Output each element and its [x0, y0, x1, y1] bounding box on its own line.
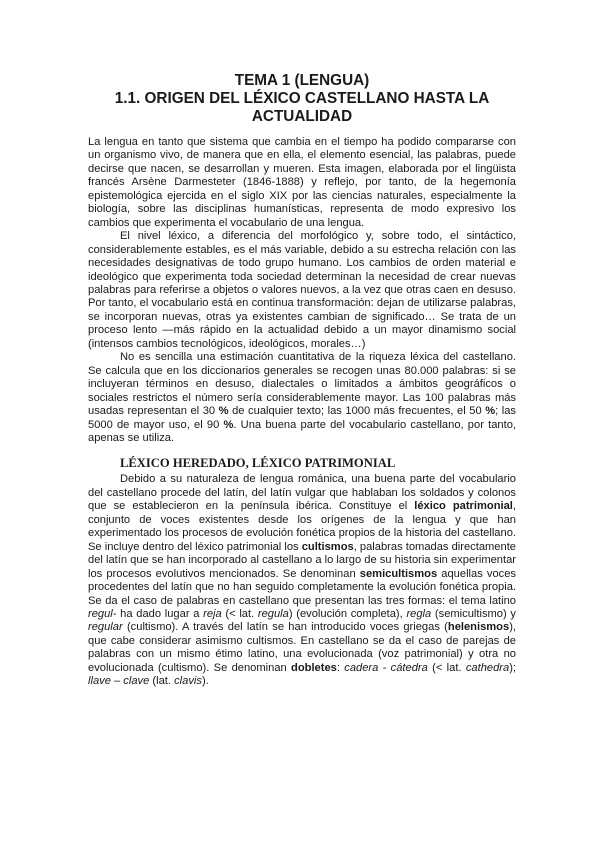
example-clavis: clavis [174, 675, 202, 688]
example-llave-clave: llave – clave [88, 675, 150, 688]
term-dobletes: dobletes [291, 661, 337, 674]
percent-sign: % [485, 405, 496, 418]
paragraph-quantitative [88, 351, 516, 445]
tema-heading: TEMA 1 (LENGUA) [234, 72, 370, 89]
page-title-line-1: 1.1. ORIGEN DEL LÉXICO CASTELLANO HASTA LA [114, 90, 490, 107]
text-run: No es sencilla una estimación cuantitativa de la riqueza léxica del castellano. Se calcula que en los diccionarios generales se recogen unas 80.000 palabras: si se incluyeran términos en desuso, dialectales o limitados a ámbitos geográficos o sociales restrictos el número sería considerablemente mayor. Las 100 palabras más usadas representan el 30 [88, 351, 516, 418]
example-regula: regula [257, 607, 289, 620]
text-run: (cultismo). A través del latín se han introducido voces griegas ( [122, 621, 448, 634]
text-run: , palabras tomadas directamente del latín que se han incorporado al castellano a lo largo de su historia sin experimentar los procesos evolutivos mencionados. Se denominan [88, 540, 516, 580]
text-run: ) (evolución completa), [288, 607, 407, 620]
term-semicultismos: semicultismos [359, 567, 438, 580]
term-lexico-patrimonial: léxico patrimonial [414, 500, 513, 513]
example-cadera-catedra: cadera - cátedra [344, 661, 428, 674]
text-run: Debido a su naturaleza de lengua románica, una buena parte del vocabulario del castellano procede del latín, del latín vulgar que hablaban los soldados y colonos que se establecieron en la península ibérica. Constituye el [88, 473, 516, 513]
text-run: , conjunto de voces existentes desde los orígenes de la lengua y que han experimentado los procesos de evolución fonética propios de la historia del castellano. Se incluye dentro del léxico patrimonial los [88, 500, 516, 553]
text-run: (< lat. [221, 607, 258, 620]
percent-sign: % [218, 405, 229, 418]
document-page [88, 72, 516, 689]
text-run: ; las 5000 de mayor uso, el 90 [88, 405, 516, 431]
text-run: ). [201, 675, 209, 688]
term-cultismos: cultismos [301, 540, 354, 553]
text-run: (lat. [149, 675, 175, 688]
title-block [88, 72, 516, 126]
term-helenismos: helenismos [447, 621, 510, 634]
text-run: . Una buena parte del vocabulario castellano, por tanto, apenas se utiliza. [88, 418, 516, 444]
example-regla: regla [406, 607, 432, 620]
paragraph-inherited-lexicon [88, 473, 516, 688]
text-run: : [336, 661, 345, 674]
example-regular: regular [88, 621, 123, 634]
section-heading: LÉXICO HEREDADO, LÉXICO PATRIMONIAL [120, 456, 396, 471]
text-run: de cualquier texto; las 1000 más frecuentes, el 50 [228, 405, 486, 418]
page-title-line-2: ACTUALIDAD [251, 108, 353, 125]
text-run: (< lat. [427, 661, 466, 674]
text-run: ha dado lugar a [116, 607, 204, 620]
text-run: ), que cabe considerar asimismo cultismos. En castellano se da el caso de parejas de palabras con un mismo étimo latino, una evolucionada (voz patrimonial) y otra no evolucionada (cultismo). Se denominan [88, 621, 516, 674]
paragraph-lexical-level: El nivel léxico, a diferencia del morfológico y, sobre todo, el sintáctico, considerablemente estables, es el más variable, debido a su estrecha relación con las necesidades designativas de todo grupo humano. Los cambios de orden material e ideológico que experimenta toda sociedad determinan la necesidad de crear nuevas palabras para referirse a objetos o valores nuevos, a la vez que otras caen en desuso. Por tanto, el vocabulario está en continua transformación: dejan de utilizarse palabras, se incorporan nuevas, otras ya existentes cambian de significado… Se trata de un proceso lento —más rápido en la actualidad debido a un mayor dinamismo social (intensos cambios tecnológicos, ideológicos, morales…) [88, 230, 516, 350]
example-cathedra: cathedra [465, 661, 510, 674]
example-regul: regul- [88, 607, 117, 620]
text-run: ); [509, 661, 516, 674]
example-reja: reja [203, 607, 222, 620]
text-run: (semicultismo) y [431, 607, 516, 620]
paragraph-intro: La lengua en tanto que sistema que cambia en el tiempo ha podido compararse con un organismo vivo, de manera que en ella, el elemento esencial, las palabras, puede decirse que nacen, se desarrollan y mueren. Esta imagen, elaborada por el lingüista francés Arsène Darmesteter (1846-1888) y reflejo, por tanto, de la hegemonía epistemológica ejercida en el siglo XIX por las ciencias naturales, especialmente la biología, sobre las disciplinas humanísticas, representa de modo expresivo los cambios que experimenta el vocabulario de una lengua. [88, 136, 516, 229]
percent-sign: % [223, 418, 234, 431]
text-run: aquellas voces procedentes del latín que no han seguido completamente la evolución fonética propia. Se da el caso de palabras en castellano que presentan las tres formas: el tema latino [88, 567, 516, 607]
